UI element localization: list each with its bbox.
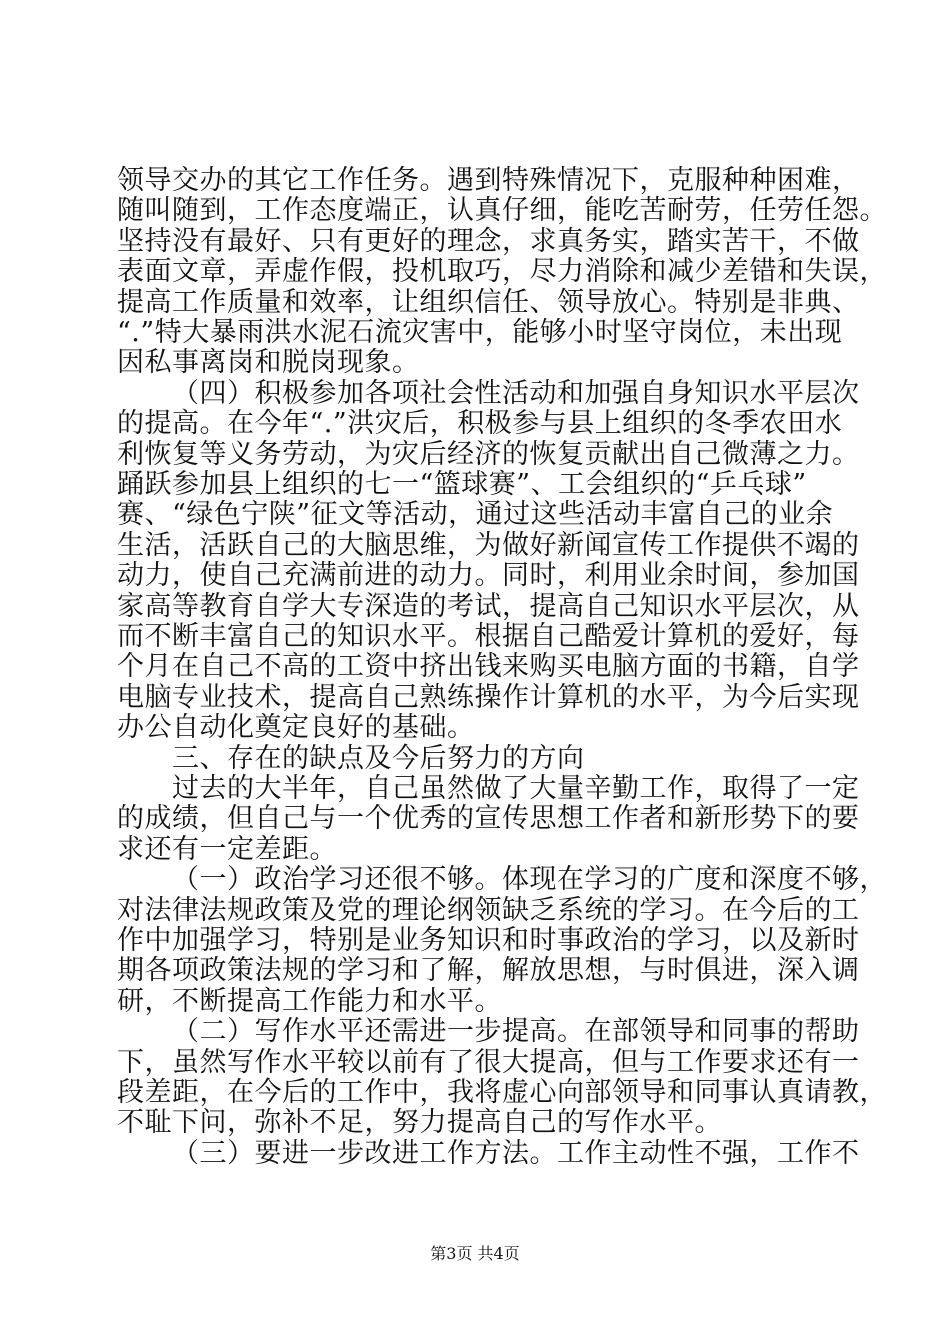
paragraph-start-line: （一）政治学习还很不够。体现在学习的广度和深度不够， [172, 864, 887, 896]
text-line: 期各项政策法规的学习和了解，解放思想，与时俱进，深入调 [117, 955, 860, 987]
text-line: 对法律法规政策及党的理论纲领缺乏系统的学习。在今后的工 [117, 894, 860, 926]
text-line: 下，虽然写作水平较以前有了很大提高，但与工作要求还有一 [117, 1046, 860, 1078]
text-line: 因私事离岗和脱岗现象。 [117, 347, 420, 379]
text-line: 赛、“绿色宁陕”征文等活动，通过这些活动丰富自己的业余 [117, 499, 834, 531]
text-line: 作中加强学习，特别是业务知识和时事政治的学习，以及新时 [117, 925, 860, 956]
text-line: 的提高。在今年“.”洪灾后，积极参与县上组织的冬季农田水 [117, 408, 843, 440]
text-line: 坚持没有最好、只有更好的理念，求真务实，踏实苦干，不做 [117, 225, 860, 257]
paragraph-start-line: （二）写作水平还需进一步提高。在部领导和同事的帮助 [172, 1016, 860, 1048]
text-line: 的成绩，但自己与一个优秀的宣传思想工作者和新形势下的要 [117, 803, 860, 835]
text-line: 提高工作质量和效率，让组织信任、领导放心。特别是非典、 [117, 286, 860, 318]
text-line: 段差距，在今后的工作中，我将虚心向部领导和同事认真请教， [117, 1077, 887, 1108]
text-line: 家高等教育自学大专深造的考试，提高自己知识水平层次，从 [117, 590, 860, 622]
text-line: 踊跃参加县上组织的七一“篮球赛”、工会组织的“乒乓球” [117, 469, 807, 500]
text-line: 办公自动化奠定良好的基础。 [117, 712, 475, 744]
text-line: “.”特大暴雨洪水泥石流灾害中，能够小时坚守岗位，未出现 [117, 317, 843, 348]
text-line: 电脑专业技术，提高自己熟练操作计算机的水平，为今后实现 [117, 681, 860, 713]
text-line: 个月在自己不高的工资中挤出钱来购买电脑方面的书籍，自学 [117, 651, 860, 683]
paragraph-start-line: 过去的大半年，自己虽然做了大量辛勤工作，取得了一定 [172, 773, 860, 804]
text-line: 利恢复等义务劳动，为灾后经济的恢复贡献出自己微薄之力。 [117, 438, 860, 470]
paragraph-start-line: （四）积极参加各项社会性活动和加强自身知识水平层次 [172, 377, 860, 409]
text-line: 不耻下问，弥补不足，努力提高自己的写作水平。 [117, 1107, 722, 1139]
text-line: 求还有一定差距。 [117, 833, 337, 865]
text-line: 领导交办的其它工作任务。遇到特殊情况下，克服种种困难， [117, 165, 860, 196]
text-line: 生活，活跃自己的大脑思维，为做好新闻宣传工作提供不竭的 [117, 529, 860, 561]
page-footer: 第3页 共4页 [430, 1244, 520, 1263]
text-line: 随叫随到，工作态度端正，认真仔细，能吃苦耐劳，任劳任怨。 [117, 195, 887, 227]
text-line: 表面文章，弄虚作假，投机取巧，尽力消除和减少差错和失误， [117, 256, 887, 288]
paragraph-start-line: （三）要进一步改进工作方法。工作主动性不强，工作不 [172, 1137, 860, 1169]
text-line: 动力，使自己充满前进的动力。同时，利用业余时间，参加国 [117, 560, 860, 592]
text-line: 而不断丰富自己的知识水平。根据自己酷爱计算机的爱好，每 [117, 621, 860, 652]
text-line: 研，不断提高工作能力和水平。 [117, 985, 502, 1017]
section-heading: 三、存在的缺点及今后努力的方向 [172, 742, 585, 774]
